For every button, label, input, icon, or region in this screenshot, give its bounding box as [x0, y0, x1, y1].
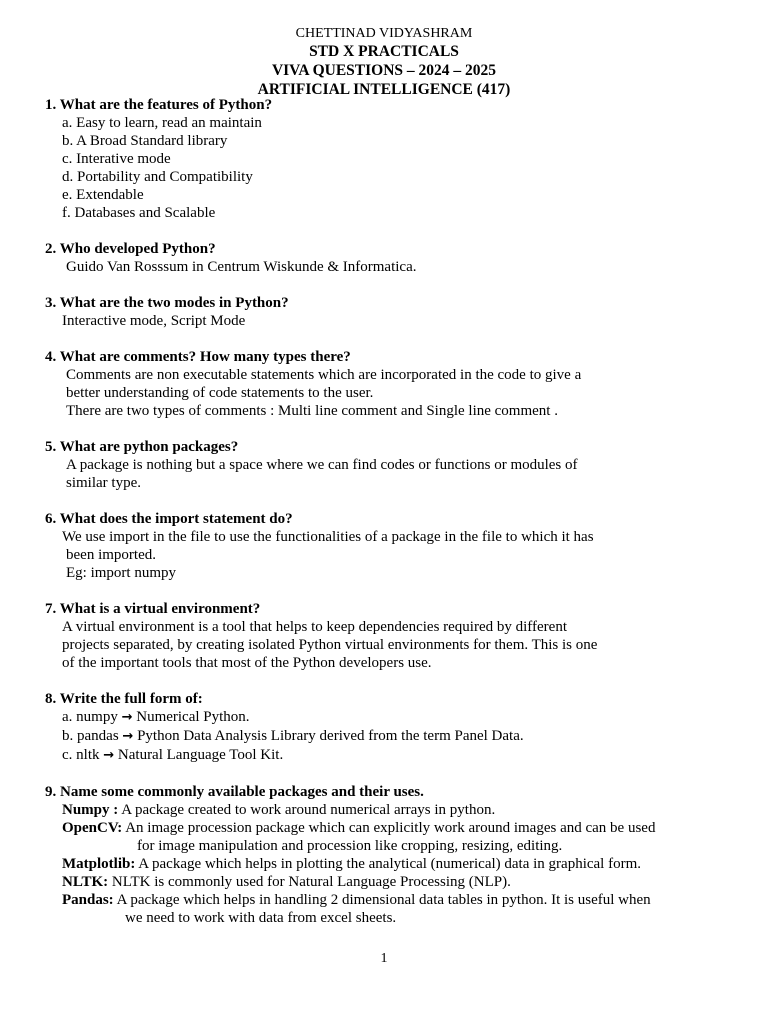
page-number: 1 — [380, 951, 388, 966]
title-viva-questions: VIVA QUESTIONS – 2024 – 2025 — [271, 62, 497, 79]
full-form: Natural Language Tool Kit. — [117, 747, 284, 763]
title-subject: ARTIFICIAL INTELLIGENCE (417) — [257, 81, 511, 98]
list-item: a. Easy to learn, read an maintain — [62, 115, 262, 131]
question-3 — [45, 294, 745, 330]
answer-line: A package is nothing but a space where we can find codes or functions or modules of — [66, 457, 578, 473]
package-label: Matplotlib: — [62, 856, 136, 872]
package-pandas — [45, 891, 745, 909]
package-numpy — [45, 801, 745, 819]
question-title: 6. What does the import statement do? — [45, 511, 293, 527]
answer-line: projects separated, by creating isolated Python virtual environments for them. This is one — [62, 637, 598, 653]
answer-line: been imported. — [66, 547, 156, 563]
package-description: NLTK is commonly used for Natural Language Processing (NLP). — [108, 874, 511, 890]
answer-line: There are two types of comments : Multi line comment and Single line comment . — [66, 403, 558, 419]
answer-text: Guido Van Rosssum in Centrum Wiskunde & Informatica. — [66, 259, 417, 275]
list-item: c. Interative mode — [62, 151, 171, 167]
arrow-right-icon: → — [103, 748, 115, 763]
term: c. nltk — [62, 747, 100, 763]
list-item — [45, 708, 745, 727]
question-4 — [45, 348, 745, 420]
document-header — [0, 25, 768, 99]
question-title: 9. Name some commonly available packages and their uses. — [45, 784, 424, 800]
full-form: Python Data Analysis Library derived from the term Panel Data. — [137, 728, 524, 744]
list-item — [45, 727, 745, 746]
package-description: A package which helps in handling 2 dimensional data tables in python. It is useful when — [113, 892, 651, 908]
answer-line: We use import in the file to use the functionalities of a package in the file to which it has — [62, 529, 594, 545]
package-description: A package created to work around numerical arrays in python. — [118, 802, 496, 818]
list-item: e. Extendable — [62, 187, 144, 203]
package-label: Numpy : — [62, 802, 119, 818]
package-matplotlib — [45, 855, 745, 873]
question-title: 8. Write the full form of: — [45, 691, 203, 707]
title-practicals: STD X PRACTICALS — [309, 43, 459, 60]
question-title: 2. Who developed Python? — [45, 241, 216, 257]
answer-line: better understanding of code statements to the user. — [66, 385, 374, 401]
arrow-right-icon: → — [122, 729, 134, 744]
package-description-continued: we need to work with data from excel sheets. — [125, 910, 397, 926]
list-item: b. A Broad Standard library — [62, 133, 228, 149]
answer-line: similar type. — [66, 475, 141, 491]
question-6 — [45, 510, 745, 582]
package-description: An image procession package which can explicitly work around images and can be used — [122, 820, 656, 836]
question-title: 4. What are comments? How many types there? — [45, 349, 351, 365]
term: b. pandas — [62, 728, 119, 744]
question-title: 5. What are python packages? — [45, 439, 239, 455]
list-item: d. Portability and Compatibility — [62, 169, 253, 185]
question-title: 3. What are the two modes in Python? — [45, 295, 289, 311]
question-title: 1. What are the features of Python? — [45, 97, 273, 113]
answer-line: of the important tools that most of the Python developers use. — [62, 655, 432, 671]
package-label: NLTK: — [62, 874, 109, 890]
document-body — [45, 96, 745, 945]
package-nltk — [45, 873, 745, 891]
school-name: CHETTINAD VIDYASHRAM — [295, 26, 473, 41]
question-7 — [45, 600, 745, 672]
package-label: Pandas: — [62, 892, 114, 908]
question-title: 7. What is a virtual environment? — [45, 601, 261, 617]
package-opencv — [45, 819, 745, 837]
question-2 — [45, 240, 745, 276]
answer-text: Interactive mode, Script Mode — [62, 313, 246, 329]
question-5 — [45, 438, 745, 492]
arrow-right-icon: → — [121, 710, 133, 725]
package-description: A package which helps in plotting the analytical (numerical) data in graphical form. — [135, 856, 642, 872]
answer-line: Comments are non executable statements which are incorporated in the code to give a — [66, 367, 582, 383]
list-item: f. Databases and Scalable — [62, 205, 216, 221]
question-8 — [45, 690, 745, 765]
question-9 — [45, 783, 745, 927]
package-description-continued: for image manipulation and procession like cropping, resizing, editing. — [137, 838, 563, 854]
question-1 — [45, 96, 745, 222]
term: a. numpy — [62, 709, 118, 725]
package-label: OpenCV: — [62, 820, 123, 836]
list-item — [45, 746, 745, 765]
answer-line: A virtual environment is a tool that helps to keep dependencies required by different — [62, 619, 567, 635]
full-form: Numerical Python. — [136, 709, 250, 725]
answer-line: Eg: import numpy — [66, 565, 176, 581]
